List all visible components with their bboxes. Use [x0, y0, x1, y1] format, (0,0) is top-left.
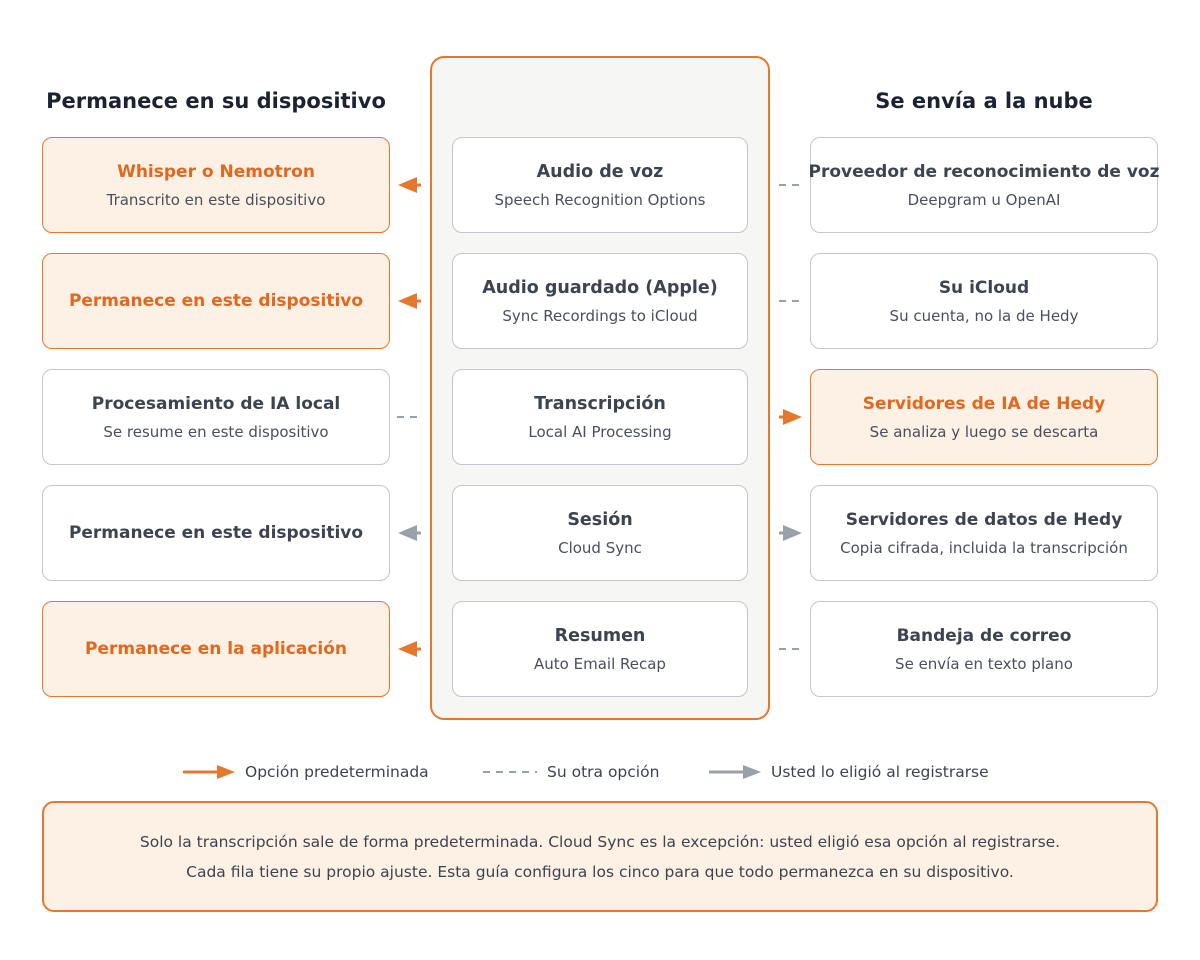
- center-box-row-2: [452, 253, 748, 349]
- gray-arrow-icon: [709, 762, 761, 782]
- note-line-1: Solo la transcripción sale de forma predeterminada. Cloud Sync es la excepción: usted eligió esa opción al registrarse.: [139, 832, 1061, 851]
- right-box-title: Su iCloud: [938, 277, 1030, 298]
- note-line-2: Cada fila tiene su propio ajuste. Esta guía configura los cinco para que todo permanezca en su dispositivo.: [186, 862, 1014, 881]
- right-box-row-2: [810, 253, 1158, 349]
- right-box-subtitle: Se analiza y luego se descarta: [869, 422, 1099, 441]
- center-box-row-5: [452, 601, 748, 697]
- right-box-title: Proveedor de reconocimiento de voz: [808, 161, 1160, 182]
- legend-other: [483, 760, 659, 784]
- center-box-title: Sesión: [567, 509, 633, 530]
- left-box-title: Permanece en la aplicación: [84, 639, 347, 659]
- left-box-title: Permanece en este dispositivo: [68, 523, 364, 543]
- center-box-row-1: [452, 137, 748, 233]
- right-box-subtitle: Copia cifrada, incluida la transcripción: [840, 538, 1128, 557]
- legend-default: [183, 760, 429, 784]
- legend-chosen: [709, 760, 989, 784]
- arrow-left-icon: [397, 175, 421, 195]
- center-box-row-4: [452, 485, 748, 581]
- right-column-title: Se envía a la nube: [875, 89, 1093, 113]
- right-box-row-3: [810, 369, 1158, 465]
- left-box-subtitle: Transcrito en este dispositivo: [106, 190, 326, 209]
- right-box-row-4: [810, 485, 1158, 581]
- dashed-connector-icon: [779, 639, 803, 659]
- center-box-subtitle: Auto Email Recap: [534, 654, 666, 673]
- left-box-title: Whisper o Nemotron: [117, 161, 315, 182]
- summary-note: [42, 801, 1158, 912]
- arrow-right-icon: [779, 407, 803, 427]
- legend-chosen-label: Usted lo eligió al registrarse: [771, 763, 989, 781]
- left-box-title: Procesamiento de IA local: [91, 393, 341, 414]
- right-box-title: Servidores de IA de Hedy: [862, 393, 1106, 414]
- left-column-title: Permanece en su dispositivo: [46, 89, 386, 113]
- center-box-subtitle: Sync Recordings to iCloud: [502, 306, 698, 325]
- left-box-row-1: [42, 137, 390, 233]
- right-box-subtitle: Deepgram u OpenAI: [907, 190, 1061, 209]
- dashed-line-icon: [483, 762, 537, 782]
- right-box-subtitle: Se envía en texto plano: [895, 654, 1073, 673]
- center-box-title: Transcripción: [534, 393, 666, 414]
- left-box-row-4: [42, 485, 390, 581]
- right-box-subtitle: Su cuenta, no la de Hedy: [889, 306, 1079, 325]
- center-box-subtitle: Speech Recognition Options: [494, 190, 706, 209]
- left-box-row-3: [42, 369, 390, 465]
- center-box-title: Audio guardado (Apple): [482, 277, 718, 298]
- arrow-left-icon: [397, 291, 421, 311]
- right-box-row-1: [810, 137, 1158, 233]
- center-box-row-3: [452, 369, 748, 465]
- center-box-title: Resumen: [554, 625, 646, 646]
- orange-arrow-icon: [183, 762, 235, 782]
- arrow-left-icon: [397, 523, 421, 543]
- right-box-title: Servidores de datos de Hedy: [845, 509, 1123, 530]
- left-box-title: Permanece en este dispositivo: [68, 291, 364, 311]
- right-box-title: Bandeja de correo: [896, 625, 1072, 646]
- center-box-title: Audio de voz: [536, 161, 664, 182]
- dashed-connector-icon: [779, 291, 803, 311]
- left-box-subtitle: Se resume en este dispositivo: [103, 422, 329, 441]
- legend-other-label: Su otra opción: [547, 763, 660, 781]
- left-box-row-5: [42, 601, 390, 697]
- right-box-row-5: [810, 601, 1158, 697]
- center-box-subtitle: Cloud Sync: [558, 538, 642, 557]
- dashed-connector-icon: [779, 175, 803, 195]
- arrow-right-icon: [779, 523, 803, 543]
- legend-default-label: Opción predeterminada: [245, 763, 429, 781]
- arrow-left-icon: [397, 639, 421, 659]
- dashed-connector-icon: [397, 407, 421, 427]
- left-box-row-2: [42, 253, 390, 349]
- center-box-subtitle: Local AI Processing: [528, 422, 672, 441]
